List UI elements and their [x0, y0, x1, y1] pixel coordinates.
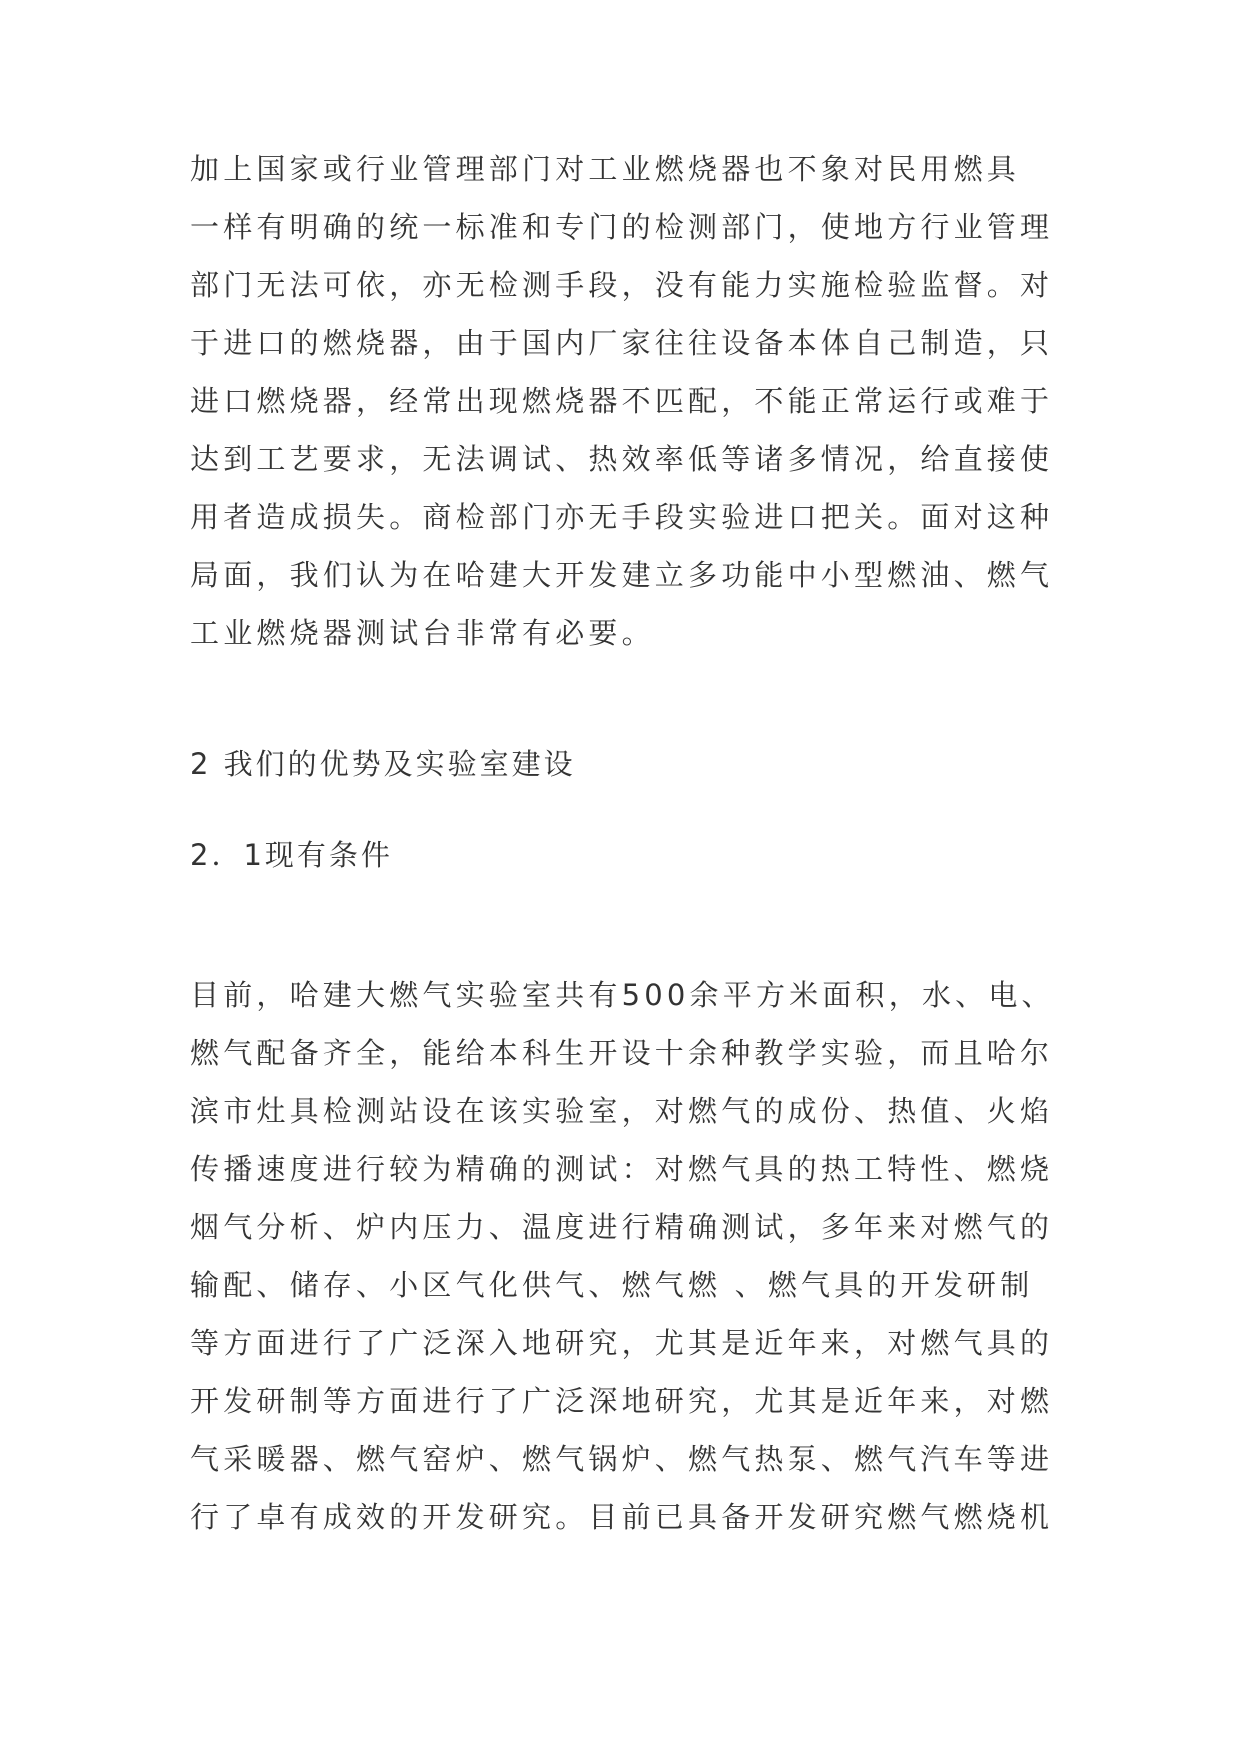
paragraph-2	[190, 966, 1090, 1546]
section-heading-2	[190, 735, 1090, 793]
section-heading-2-1	[190, 826, 1090, 884]
paragraph-line: 一样有明确的统一标准和专门的检测部门，使地方行业管理	[190, 210, 1054, 244]
paragraph-line: 行了卓有成效的开发研究。目前已具备开发研究燃气燃烧机	[190, 1500, 1054, 1534]
paragraph-line: 进口燃烧器，经常出现燃烧器不匹配，不能正常运行或难于	[190, 384, 1054, 418]
paragraph-1	[190, 140, 1090, 662]
paragraph-line: 等方面进行了广泛深入地研究，尤其是近年来，对燃气具的	[190, 1326, 1054, 1360]
paragraph-line: 用者造成损失。商检部门亦无手段实验进口把关。面对这种	[190, 500, 1054, 534]
paragraph-line: 燃气配备齐全，能给本科生开设十余种教学实验，而且哈尔	[190, 1036, 1054, 1070]
paragraph-line: 滨市灶具检测站设在该实验室，对燃气的成份、热值、火焰	[190, 1094, 1054, 1128]
paragraph-line: 局面，我们认为在哈建大开发建立多功能中小型燃油、燃气	[190, 558, 1054, 592]
paragraph-line: 气采暖器、燃气窑炉、燃气锅炉、燃气热泵、燃气汽车等进	[190, 1442, 1054, 1476]
paragraph-line: 目前，哈建大燃气实验室共有500余平方米面积，水、电、	[190, 978, 1055, 1012]
paragraph-line: 工业燃烧器测试台非常有必要。	[190, 616, 655, 650]
paragraph-line: 烟气分析、炉内压力、温度进行精确测试，多年来对燃气的	[190, 1210, 1054, 1244]
subsection-title: 2．1现有条件	[190, 838, 393, 872]
paragraph-line: 开发研制等方面进行了广泛深地研究，尤其是近年来，对燃	[190, 1384, 1054, 1418]
paragraph-line: 达到工艺要求，无法调试、热效率低等诸多情况，给直接使	[190, 442, 1054, 476]
paragraph-line: 输配、储存、小区气化供气、燃气燃 、燃气具的开发研制	[190, 1268, 1034, 1302]
paragraph-line: 于进口的燃烧器，由于国内厂家往往设备本体自己制造，只	[190, 326, 1054, 360]
section-title: 2 我们的优势及实验室建设	[190, 747, 576, 781]
paragraph-line: 部门无法可依，亦无检测手段，没有能力实施检验监督。对	[190, 268, 1054, 302]
paragraph-line: 加上国家或行业管理部门对工业燃烧器也不象对民用燃具	[190, 152, 1021, 186]
paragraph-line: 传播速度进行较为精确的测试：对燃气具的热工特性、燃烧	[190, 1152, 1054, 1186]
